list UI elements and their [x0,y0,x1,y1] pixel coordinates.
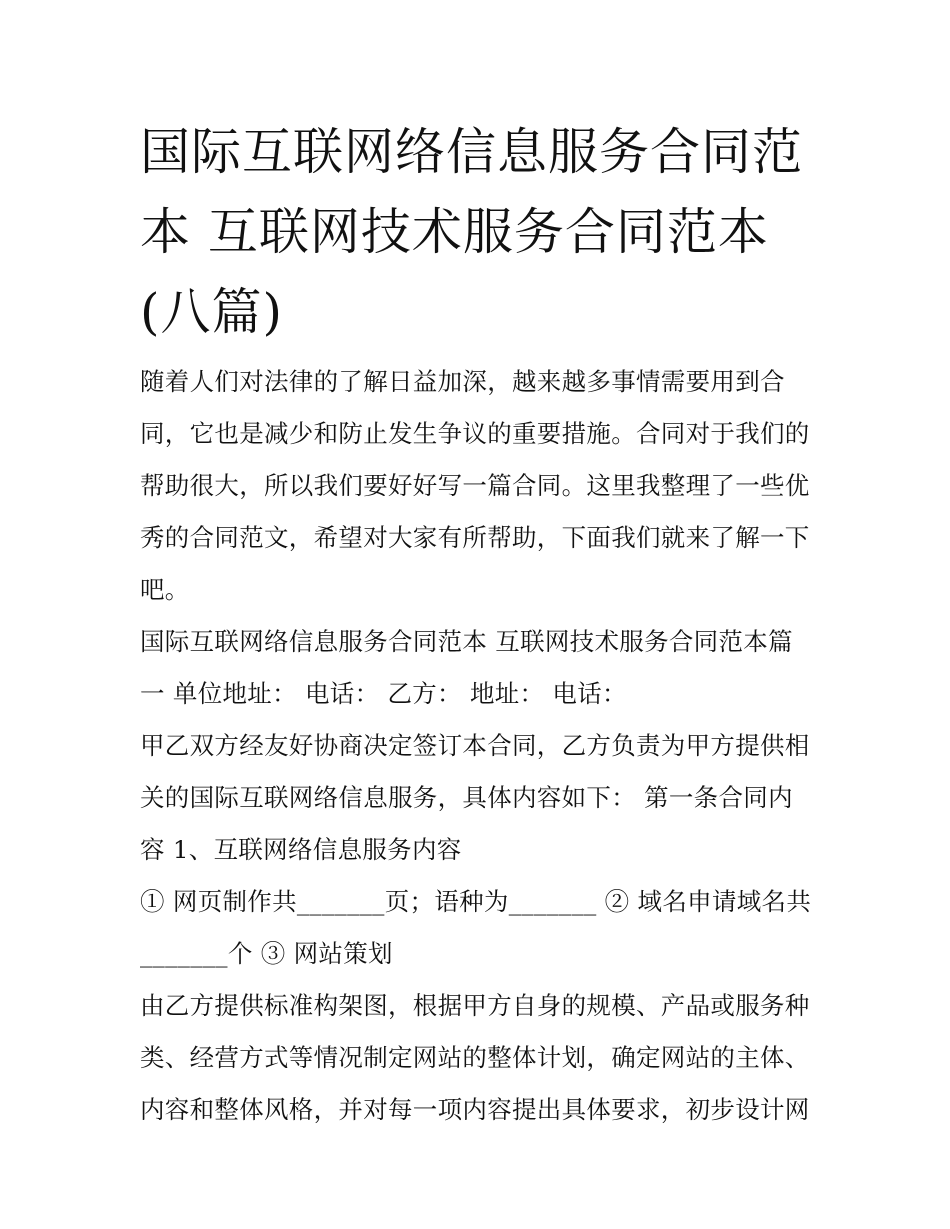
title-line: 本 互联网技术服务合同范本 [140,203,769,261]
text-line: 秀的合同范文，希望对大家有所帮助，下面我们就来了解一下 [140,523,810,552]
text-line: 帮助很大，所以我们要好好写一篇合同。这里我整理了一些优 [140,471,810,500]
body-paragraph [140,980,820,1136]
text-line: 吧。 [140,575,190,604]
document-page [140,112,820,1136]
clause-paragraph [140,720,820,876]
section-heading-paragraph [140,616,820,720]
title-line: 国际互联网络信息服务合同范 [140,123,803,181]
text-line: 国际互联网络信息服务合同范本 互联网技术服务合同范本篇 [140,627,793,656]
text-line: 同，它也是减少和防止发生争议的重要措施。合同对于我们的 [140,419,810,448]
text-line: 类、经营方式等情况制定网站的整体计划，确定网站的主体、 [140,1043,810,1072]
items-paragraph [140,876,820,980]
text-line: 容 1、互联网络信息服务内容 [140,835,462,864]
text-line: 甲乙双方经友好协商决定签订本合同，乙方负责为甲方提供相 [140,731,810,760]
intro-paragraph [140,356,820,616]
text-line: 随着人们对法律的了解日益加深，越来越多事情需要用到合 [140,367,785,396]
text-line: 一 单位地址： 电话： 乙方： 地址： 电话： [140,679,627,708]
text-line: 内容和整体风格，并对每一项内容提出具体要求，初步设计网 [140,1095,810,1124]
title-line: (八篇) [140,283,284,341]
text-line: ① 网页制作共_______页；语种为_______ ② 域名申请域名共 [140,887,812,916]
text-line: 由乙方提供标准构架图，根据甲方自身的规模、产品或服务种 [140,991,810,1020]
text-line: _______个 ③ 网站策划 [140,939,393,968]
document-title [140,112,820,352]
text-line: 关的国际互联网络信息服务，具体内容如下： 第一条合同内 [140,783,793,812]
